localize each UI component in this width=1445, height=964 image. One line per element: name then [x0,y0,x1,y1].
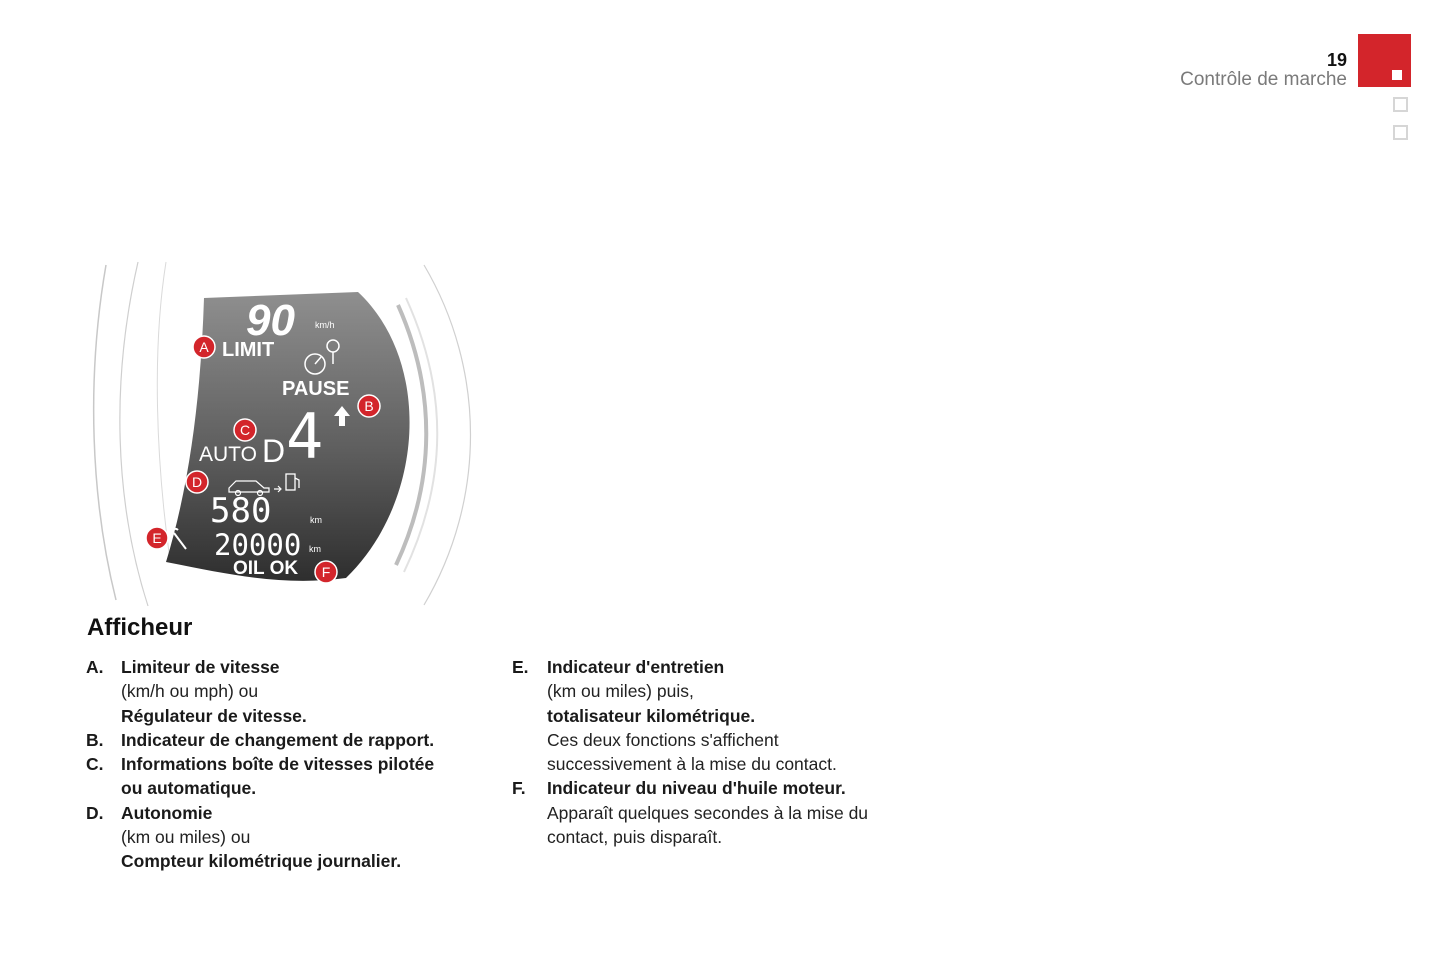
speed-value: 90 [246,296,295,345]
legend-line: Indicateur du niveau d'huile moteur. [547,778,846,799]
limit-label: LIMIT [222,339,275,361]
legend-column-right [512,655,932,849]
legend-line: Indicateur de changement de rapport. [121,729,435,750]
dashboard-display-illustration [86,260,480,608]
gear-value: 4 [286,400,324,473]
legend-letter: F. [512,778,526,799]
legend-line: Régulateur de vitesse. [121,705,307,726]
legend-item-f [512,776,932,849]
legend-line: (km/h ou mph) ou [121,681,259,702]
legend-line: (km ou miles) ou [121,827,251,848]
legend-letter: D. [86,802,104,823]
legend-item-b [86,728,496,752]
callout-a [193,336,215,358]
legend-line: Limiteur de vitesse [121,657,280,677]
bezel-arc [120,262,148,606]
callout-a-label: A [199,339,209,355]
legend-line: Compteur kilométrique journalier. [121,851,402,872]
legend-item-a [86,655,496,728]
section-title: Afficheur [87,614,193,641]
callout-b-label: B [364,398,374,414]
gearbox-mode: AUTO [199,443,257,466]
callout-d-label: D [191,474,203,490]
legend-line: Autonomie [121,802,213,823]
legend-line: Indicateur d'entretien [547,657,725,677]
callout-d [186,471,208,493]
legend-item-c [86,752,496,801]
bezel-arc [157,262,170,560]
odometer-value: 20000 [214,528,302,562]
legend-letter: A. [86,657,104,677]
legend-line: Apparaît quelques secondes à la mise du [547,802,869,823]
pause-label: PAUSE [282,378,350,400]
callout-f [315,561,337,583]
chapter-tab-box [1393,97,1408,112]
chapter-tab-box [1393,125,1408,140]
legend-line: Informations boîte de vitesses pilotée [121,754,435,775]
callout-f-label: F [321,564,331,580]
page-number: 19 [1326,50,1347,70]
range-value: 580 [210,491,272,531]
bezel-arc [424,265,471,605]
legend-line: contact, puis disparaît. [547,827,723,848]
chapter-title: Contrôle de marche [1180,69,1347,90]
callout-b [358,395,380,417]
legend-line: totalisateur kilométrique. [547,705,756,726]
chapter-tab-active [1358,34,1411,87]
callout-e-label: E [152,530,162,546]
gear-mode: D [262,433,286,469]
legend-letter: C. [86,754,104,775]
speed-unit: km/h [315,320,335,330]
legend-letter: B. [86,729,104,750]
bezel-arc [94,265,116,600]
tab-marker-icon [1392,70,1402,80]
dashboard-display-figure [86,260,480,608]
legend-letter: E. [512,657,529,677]
legend-line: Ces deux fonctions s'affichent [547,729,779,750]
callout-e [146,527,168,549]
legend-line: successivement à la mise du contact. [547,754,837,775]
range-unit: km [310,515,322,525]
legend-item-d [86,801,496,874]
callout-c-label: C [239,422,251,438]
callout-c [234,419,256,441]
legend-item-e [512,655,932,776]
oil-status: OIL OK [233,558,299,579]
odometer-unit: km [309,544,321,554]
legend-line: ou automatique. [121,778,257,799]
legend-column-left [86,655,496,874]
legend-line: (km ou miles) puis, [547,681,694,702]
